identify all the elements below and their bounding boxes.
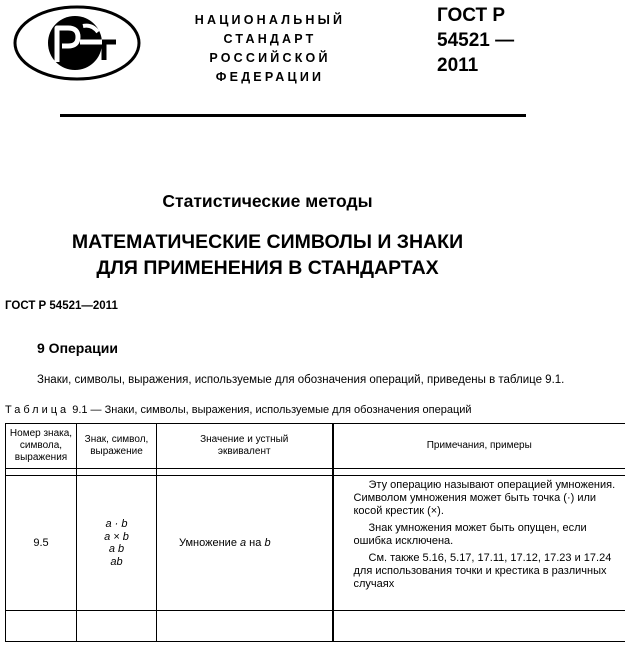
gost-number <box>437 3 514 78</box>
row-notes <box>333 476 626 611</box>
header-symbol: Знак, символ, выражение <box>77 424 157 469</box>
table-caption <box>5 404 472 416</box>
agency-line: ФЕДЕРАЦИИ <box>215 70 325 84</box>
row-symbols <box>77 476 157 611</box>
table-caption-word: Таблица <box>5 404 70 416</box>
header-number: Номер знака, символа, выражения <box>6 424 77 469</box>
title-line: ДЛЯ ПРИМЕНЕНИЯ В СТАНДАРТАХ <box>96 257 439 279</box>
note-paragraph: Эту операцию называют операцией умножения. Символом умножения может быть точка (·) или косой крестик (×). <box>353 479 616 517</box>
table-caption-text: 9.1 — Знаки, символы, выражения, используемые для обозначения операций <box>69 404 472 416</box>
agency-block <box>190 11 350 87</box>
agency-line: НАЦИОНАЛЬНЫЙ <box>194 13 346 27</box>
rst-gost-logo-icon <box>12 4 142 82</box>
table-header-row <box>6 424 626 469</box>
operations-table-wrapper <box>5 423 625 667</box>
header-meaning: Значение и устный эквивалент <box>157 424 333 469</box>
document-title <box>0 229 535 281</box>
table-row <box>6 476 626 611</box>
note-paragraph: Знак умножения может быть опущен, если ошибка исключена. <box>353 522 587 547</box>
standard-code: ГОСТ Р 54521—2011 <box>5 300 118 312</box>
row-number: 9.5 <box>6 476 77 611</box>
table-cut-row <box>6 611 626 642</box>
symbol-expression: a × b <box>104 530 129 543</box>
agency-line: СТАНДАРТ <box>223 32 317 46</box>
agency-line: РОССИЙСКОЙ <box>209 51 331 65</box>
symbol-expression: a b <box>108 543 125 555</box>
note-paragraph: См. также 5.16, 5.17, 17.11, 17.12, 17.23 и 17.24 для использования точки и крестика в различных случаях <box>353 552 612 590</box>
table-cut-row <box>6 469 626 476</box>
gost-line: 54521 — <box>437 30 515 51</box>
gost-line: ГОСТ Р <box>437 5 506 26</box>
title-line: МАТЕМАТИЧЕСКИЕ СИМВОЛЫ И ЗНАКИ <box>71 231 464 253</box>
section-title: 9 Операции <box>37 340 118 356</box>
symbol-expression: a · b <box>105 518 128 530</box>
document-subtitle: Статистические методы <box>162 191 373 211</box>
intro-paragraph: Знаки, символы, выражения, используемые для обозначения операций, приведены в таблице 9.1. <box>37 374 565 386</box>
row-meaning: Умножение a на b <box>157 476 333 611</box>
gost-line: 2011 <box>437 55 479 76</box>
symbol-expression: ab <box>110 555 123 568</box>
header-notes: Примечания, примеры <box>333 424 626 469</box>
header-rule <box>60 114 526 117</box>
operations-table <box>5 423 625 642</box>
